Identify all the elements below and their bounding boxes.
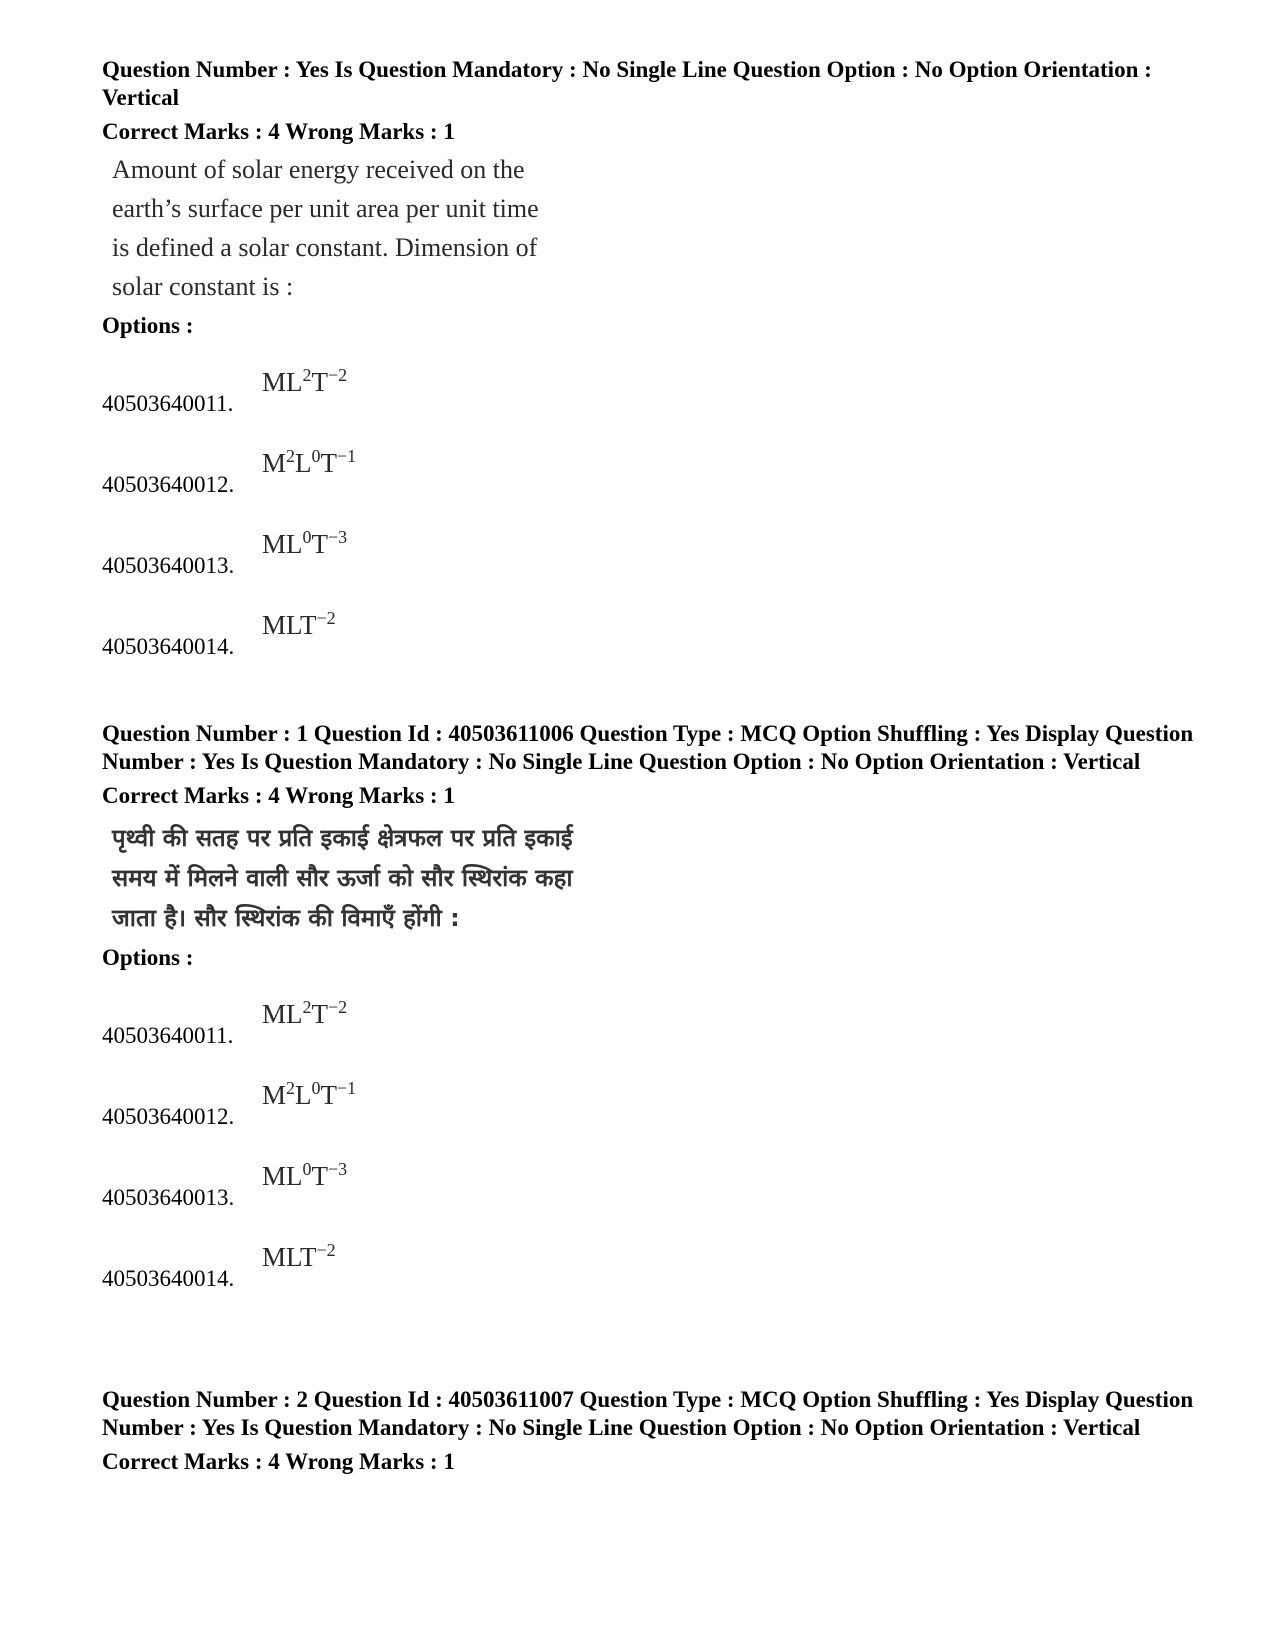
option-id: 40503640011.	[102, 391, 234, 416]
options-list	[102, 366, 1202, 690]
question-line: is defined a solar constant. Dimension of	[112, 233, 538, 262]
option-formula: $M^2L^0T^{-1}$	[262, 1078, 357, 1110]
question-header: Question Number : Yes Is Question Mandatory : No Single Line Question Option : No Option Orientation : Vertical	[102, 57, 1152, 110]
question-line: समय में मिलने वाली सौर ऊर्जा को सौर स्थिरांक कहा	[112, 864, 573, 892]
question-block-2	[102, 720, 1202, 1322]
option-item[interactable]	[102, 528, 1202, 609]
option-item[interactable]	[102, 1241, 1202, 1322]
option-item[interactable]	[102, 998, 1202, 1079]
question-line: पृथ्वी की सतह पर प्रति इकाई क्षेत्रफल पर प्रति इकाई	[112, 824, 573, 852]
option-formula: $MLT^{-2}$	[262, 1240, 336, 1272]
option-id: 40503640014.	[102, 1266, 235, 1291]
options-list	[102, 998, 1202, 1322]
question-header: Question Number : 2 Question Id : 40503611007 Question Type : MCQ Option Shuffling : Yes Display Question Number : Yes Is Question Mandatory : No Single Line Question Option : No Option Orientation : Vertical	[102, 1387, 1194, 1440]
option-formula: $ML^2T^{-2}$	[262, 365, 348, 397]
option-id: 40503640014.	[102, 634, 235, 659]
question-block-1	[102, 56, 1202, 690]
question-line: जाता है। सौर स्थिरांक की विमाएँ होंगी :	[112, 904, 460, 932]
option-formula: $ML^0T^{-3}$	[262, 527, 348, 559]
option-formula: $MLT^{-2}$	[262, 608, 336, 640]
option-id: 40503640012.	[102, 1104, 235, 1129]
option-item[interactable]	[102, 609, 1202, 690]
option-item[interactable]	[102, 1160, 1202, 1241]
option-id: 40503640013.	[102, 553, 235, 578]
option-id: 40503640013.	[102, 1185, 235, 1210]
question-header: Question Number : 1 Question Id : 40503611006 Question Type : MCQ Option Shuffling : Yes Display Question Number : Yes Is Question Mandatory : No Single Line Question Option : No Option Orientation : Vertical	[102, 721, 1194, 774]
question-block-3	[102, 1386, 1202, 1476]
question-text-hindi	[112, 818, 672, 938]
question-line: Amount of solar energy received on the	[112, 155, 525, 184]
option-item[interactable]	[102, 447, 1202, 528]
options-label: Options :	[102, 313, 194, 338]
option-id: 40503640012.	[102, 472, 235, 497]
option-formula: $ML^2T^{-2}$	[262, 997, 348, 1029]
question-text-english	[112, 150, 632, 306]
option-item[interactable]	[102, 366, 1202, 447]
marks-line: Correct Marks : 4 Wrong Marks : 1	[102, 1449, 455, 1474]
marks-line: Correct Marks : 4 Wrong Marks : 1	[102, 783, 455, 808]
question-line: earth’s surface per unit area per unit time	[112, 194, 539, 223]
option-formula: $ML^0T^{-3}$	[262, 1159, 348, 1191]
marks-line: Correct Marks : 4 Wrong Marks : 1	[102, 119, 455, 144]
options-label: Options :	[102, 945, 194, 970]
question-line: solar constant is :	[112, 272, 294, 301]
option-id: 40503640011.	[102, 1023, 234, 1048]
option-formula: $M^2L^0T^{-1}$	[262, 446, 357, 478]
option-item[interactable]	[102, 1079, 1202, 1160]
